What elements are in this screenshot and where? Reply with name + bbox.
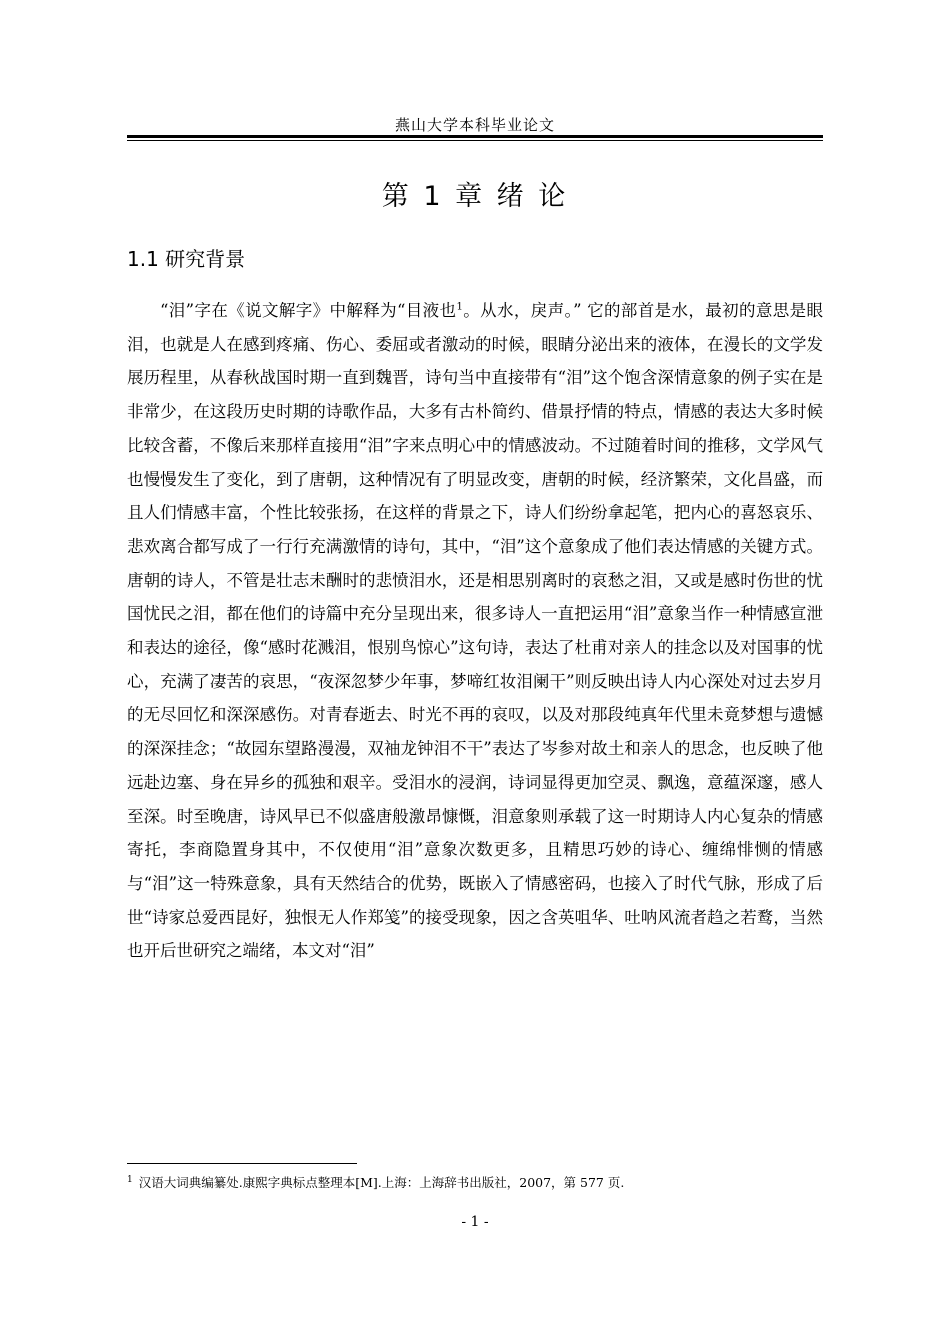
header-rule-thick (127, 135, 823, 138)
footnote-reference-mark[interactable]: 1 (456, 301, 463, 313)
footnote (127, 1173, 823, 1191)
body-text-before-ref: “泪”字在《说文解字》中解释为“目液也 (160, 301, 457, 320)
running-header-title: 燕山大学本科毕业论文 (394, 116, 555, 134)
page-number: - 1 - (461, 1214, 489, 1230)
footnote-mark: 1 (127, 1174, 133, 1185)
body-paragraph (127, 294, 823, 968)
section-title: 1.1 研究背景 (127, 247, 246, 271)
footnote-separator (127, 1163, 357, 1164)
body-text-after-ref: 。从水，戾声。” 它的部首是水，最初的意思是眼泪，也就是人在感到疼痛、伤心、委屈或者激动的时候，眼睛分泌出来的液体，在漫长的文学发展历程里，从春秋战国时期一直到魏晋，诗句当中直接带有“泪”这个饱含深情意象的例子实在是非常少，在这段历史时期的诗歌作品，大多有古朴简约、借景抒情的特点，情感的表达大多时候比较含蓄，不像后来那样直接用“泪”字来点明心中的情感波动。不过随着时间的推移，文学风气也慢慢发生了变化，到了唐朝，这种情况有了明显改变，唐朝的时候，经济繁荣，文化昌盛，而且人们情感丰富，个性比较张扬，在这样的背景之下，诗人们纷纷拿起笔，把内心的喜怒哀乐、悲欢离合都写成了一行行充满激情的诗句，其中，“泪”这个意象成了他们表达情感的关键方式。唐朝的诗人，不管是壮志未酬时的悲愤泪水，还是相思别离时的哀愁之泪，又或是感时伤世的忧国忧民之泪，都在他们的诗篇中充分呈现出来，很多诗人一直把运用“泪”意象当作一种情感宣泄和表达的途径，像“感时花溅泪，恨别鸟惊心”这句诗，表达了杜甫对亲人的挂念以及对国事的忧心，充满了凄苦的哀思，“夜深忽梦少年事，梦啼红妆泪阑干”则反映出诗人内心深处对过去岁月的无尽回忆和深深感伤。对青春逝去、时光不再的哀叹，以及对那段纯真年代里未竟梦想与遗憾的深深挂念；“故园东望路漫漫，双袖龙钟泪不干”表达了岑参对故土和亲人的思念，也反映了他远赴边塞、身在异乡的孤独和艰辛。受泪水的浸润，诗词显得更加空灵、飘逸，意蕴深邃，感人至深。时至晚唐，诗风早已不似盛唐般激昂慷慨，泪意象则承载了这一时期诗人内心复杂的情感寄托，李商隐置身其中，不仅使用“泪”意象次数更多，且精思巧妙的诗心、缠绵悱恻的情感与“泪”这一特殊意象，具有天然结合的优势，既嵌入了情感密码，也接入了时代气脉，形成了后世“诗家总爱西昆好，独恨无人作郑笺”的接受现象，因之含英咀华、吐呐风流者趋之若鹜，当然也开后世研究之端绪，本文对“泪” (127, 301, 823, 961)
chapter-title: 第 1 章 绪 论 (381, 181, 569, 212)
footnote-text: 汉语大词典编纂处.康熙字典标点整理本[M].上海：上海辞书出版社，2007，第 577 页. (138, 1175, 625, 1190)
header-rule-thin (127, 140, 823, 141)
